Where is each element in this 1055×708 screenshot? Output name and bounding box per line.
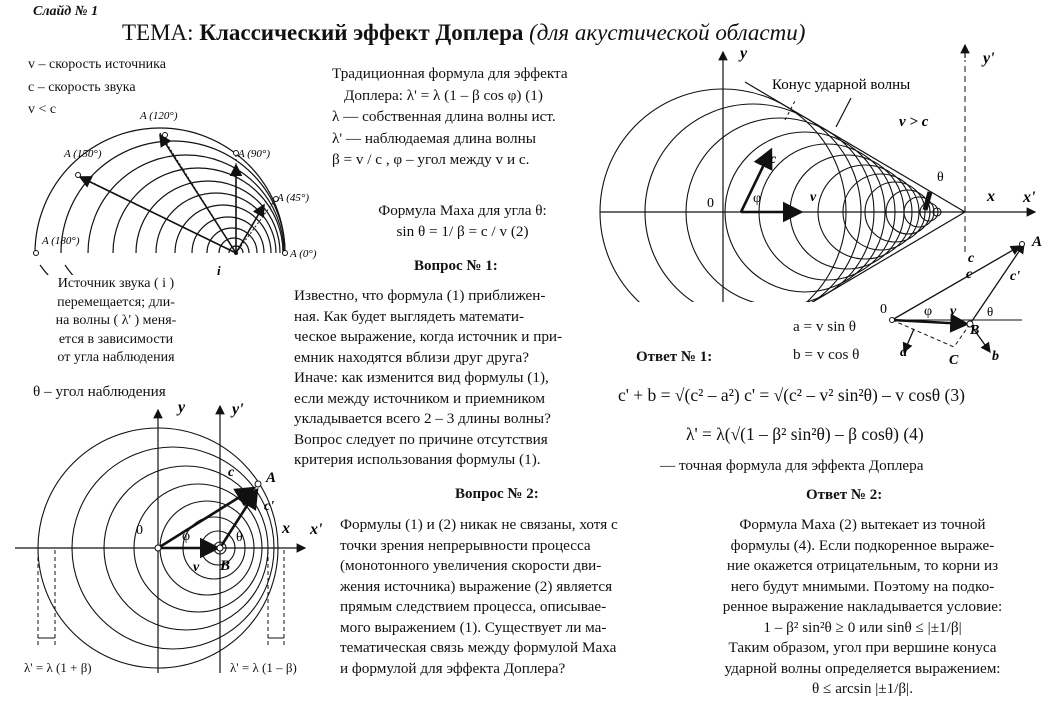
source-label: i xyxy=(217,263,221,278)
traditional-line: β = v / c , φ – угол между v и c. xyxy=(332,151,530,168)
angle-label-120: A (120°) xyxy=(140,110,178,122)
q1-line: критерия использования формулы (1). xyxy=(294,451,541,468)
answer-2-heading: Ответ № 2: xyxy=(806,487,883,503)
fig1-caption-line: перемещается; дли- xyxy=(57,294,175,310)
answer-1-heading: Ответ № 1: xyxy=(636,349,713,365)
lambda-left: λ' = λ (1 + β) xyxy=(24,660,92,675)
fig4-a: a xyxy=(900,345,907,360)
question-1-heading: Вопрос № 1: xyxy=(414,258,498,274)
traditional-line: λ' — наблюдаемая длина волны xyxy=(332,129,536,147)
equation-4: λ' = λ(√(1 – β² sin²θ) – β cosθ) (4) xyxy=(686,424,924,444)
q1-line: Известно, что формула (1) приближен- xyxy=(294,287,546,304)
title-prefix: ТЕМА: xyxy=(122,20,194,45)
traditional-formula xyxy=(332,63,568,171)
q2-line: точки зрения непрерывности процесса xyxy=(340,536,591,554)
fig3-v: v xyxy=(810,190,817,205)
definition-v: v – скорость источника xyxy=(28,57,166,72)
slide-label: Слайд № 1 xyxy=(33,4,99,19)
q2-line: прямым следствием процесса, описывае- xyxy=(340,598,607,615)
fig2-B: B xyxy=(220,558,231,574)
fig2-y-prime: y' xyxy=(232,401,244,418)
eq-b: b = v cos θ xyxy=(793,346,860,363)
fig4-C: C xyxy=(949,353,959,368)
question-1-text xyxy=(294,286,562,471)
fig4-A: A xyxy=(1032,234,1043,250)
angle-label-180: A (180°) xyxy=(42,235,80,247)
fig2-v: v xyxy=(193,560,200,575)
a2-line: 1 – β² sin²θ ≥ 0 или sinθ ≤ |±1/β| xyxy=(763,618,962,636)
q2-line: Формулы (1) и (2) никак не связаны, хотя с xyxy=(340,516,618,533)
fig3-x: x xyxy=(987,188,995,205)
traditional-line: λ — собственная длина волны ист. xyxy=(332,108,556,125)
question-2-text xyxy=(340,515,618,679)
fig2-x-prime: x' xyxy=(310,521,323,538)
fig2-x: x xyxy=(282,520,290,537)
q1-line: ная. Как будет выглядеть математи- xyxy=(294,307,525,325)
figure-moving-source xyxy=(20,105,320,300)
fig1-caption-line: Источник звука ( i ) xyxy=(57,276,175,291)
fig3-x-prime: x' xyxy=(1023,189,1036,206)
v-gt-c-label: v > c xyxy=(899,114,929,130)
a2-line: него будут мнимыми. Поэтому на подко- xyxy=(730,577,995,595)
fig2-origin: 0 xyxy=(136,523,143,538)
equation-3: c' + b = √(c² – a²) c' = √(c² – v² sin²θ) – v cosθ (3) xyxy=(618,385,965,405)
fig4-v: v xyxy=(950,304,957,319)
q2-line: жения источника) выражение (2) является xyxy=(340,577,613,595)
fig1-caption-line: на волны ( λ' ) меня- xyxy=(55,313,177,329)
fig2-theta: θ xyxy=(236,530,243,545)
fig1-caption-line: от угла наблюдения xyxy=(57,350,175,366)
fig2-c-prime: c' xyxy=(264,499,275,514)
cone-label: Конус ударной волны xyxy=(772,77,911,93)
title-suffix: (для акустической области) xyxy=(529,20,806,45)
figure-triangle xyxy=(872,232,1052,372)
fig4-c: c xyxy=(966,267,973,282)
fig3-y: y xyxy=(740,45,748,62)
mach-line: sin θ = 1/ β = c / v (2) xyxy=(396,222,529,240)
q1-line: Вопрос следует по причине отсутствия xyxy=(294,430,548,448)
mach-formula xyxy=(350,201,575,242)
q1-line: емник находятся вблизи друг друга? xyxy=(294,348,529,366)
a2-line: Формула Маха (2) вытекает из точной xyxy=(739,516,986,533)
answer-2-text xyxy=(690,515,1035,700)
fig3-theta: θ xyxy=(937,170,944,185)
theta-caption: θ – угол наблюдения xyxy=(33,383,166,400)
q1-line: Иначе: как изменится вид формулы (1), xyxy=(294,369,549,386)
fig1-caption-line: ется в зависимости xyxy=(58,331,174,347)
fig3-c: c xyxy=(770,152,777,167)
fig2-phi: φ xyxy=(182,529,191,544)
fig4-theta: θ xyxy=(987,304,994,319)
angle-label-150: A (150°) xyxy=(64,148,102,160)
a2-line: ренное выражение накладывается условие: xyxy=(722,598,1003,615)
a2-line: ние окажется отрицательным, то корни из xyxy=(726,557,999,574)
a2-line: θ ≤ arcsin |±1/β|. xyxy=(811,680,914,697)
q1-line: укладывается всего 2 – 3 длины волны? xyxy=(294,410,551,427)
fig2-A: A xyxy=(266,470,277,486)
angle-label-0: A (0°) xyxy=(290,248,317,260)
fig4-c-prime: c' xyxy=(1010,269,1021,284)
angle-label-45: A (45°) xyxy=(277,192,309,204)
angle-label-90: A (90°) xyxy=(238,148,270,160)
fig3-c-small: c xyxy=(968,251,975,266)
q1-line: если между источником и приемником xyxy=(294,389,545,407)
definition-c: c – скорость звука xyxy=(28,80,136,95)
q2-line: тематическая связь между формулой Маха xyxy=(340,639,617,656)
fig1-caption xyxy=(42,275,190,368)
question-2-heading: Вопрос № 2: xyxy=(455,486,539,502)
title-main: Классический эффект Доплера xyxy=(199,20,524,45)
fig4-B: B xyxy=(970,323,980,338)
lambda-right: λ' = λ (1 – β) xyxy=(230,660,297,675)
traditional-line: Традиционная формула для эффекта xyxy=(332,65,568,82)
eq-a: a = v sin θ xyxy=(793,318,857,335)
definition-v-lt-c: v < c xyxy=(28,102,57,117)
a2-line: ударной волны определяется выражением: xyxy=(724,659,1001,677)
equation-4-note: — точная формула для эффекта Доплера xyxy=(660,457,924,474)
q1-line: ческое выражение, когда источник и при- xyxy=(294,328,563,345)
fig3-origin: 0 xyxy=(707,196,714,211)
q2-line: и формулой для эффекта Доплера? xyxy=(340,659,566,677)
fig4-phi: φ xyxy=(924,304,933,319)
q2-line: (монотонного увеличения скорости дви- xyxy=(340,557,602,574)
fig4-origin: 0 xyxy=(880,302,887,317)
traditional-line: Доплера: λ' = λ (1 – β cos φ) (1) xyxy=(344,86,543,104)
a2-line: формулы (4). Если подкоренное выраже- xyxy=(730,536,995,554)
fig3-phi: φ xyxy=(753,191,762,206)
figure-doppler-vectors xyxy=(10,398,335,680)
fig3-y-prime: y' xyxy=(983,50,995,67)
fig2-y: y xyxy=(178,399,186,416)
mach-line: Формула Маха для угла θ: xyxy=(378,202,547,219)
fig4-b: b xyxy=(992,349,999,364)
fig2-c: c xyxy=(228,465,235,480)
q2-line: мого выражением (1). Существует ли ма- xyxy=(340,618,607,636)
a2-line: Таким образом, угол при вершине конуса xyxy=(728,639,997,656)
